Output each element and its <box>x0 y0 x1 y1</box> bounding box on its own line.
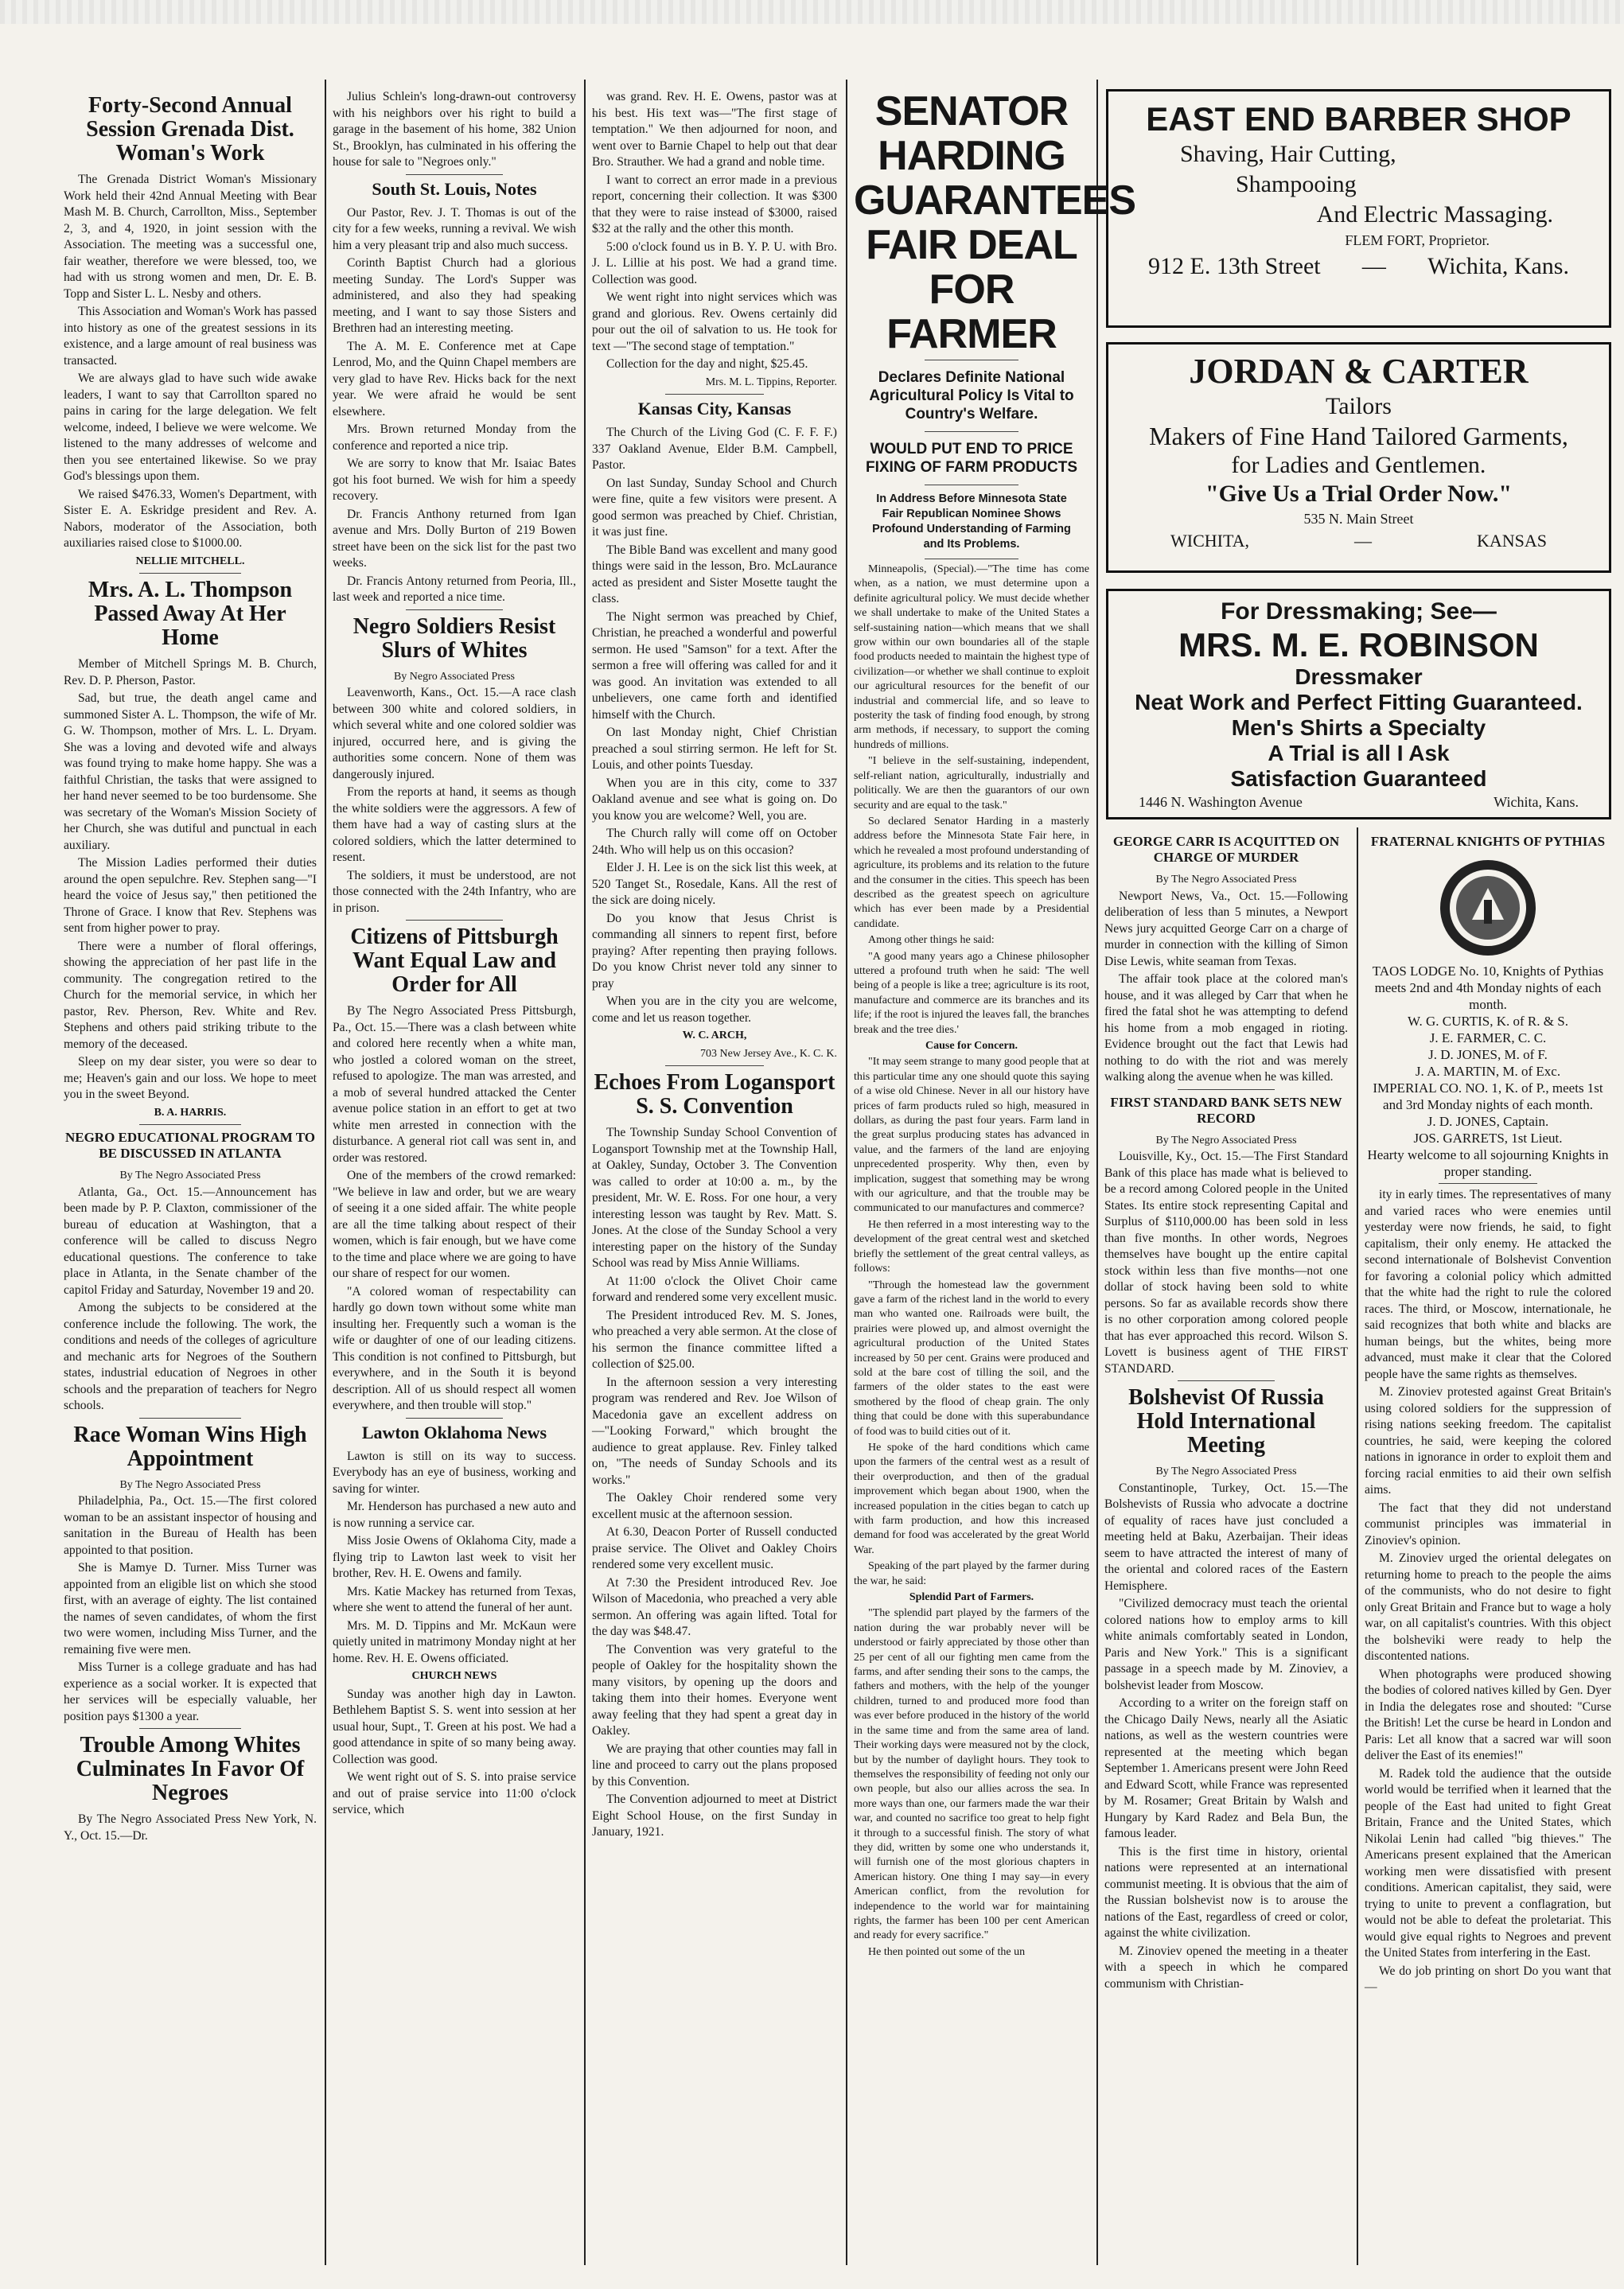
ad-city: WICHITA, <box>1170 531 1250 551</box>
ad-city: Wichita, Kans. <box>1427 253 1569 279</box>
paragraph: The soldiers, it must be understood, are not those connected with the 24th Infantry, who are in prison. <box>333 868 576 915</box>
paragraph: Our Pastor, Rev. J. T. Thomas is out of the city for a few weeks, running a revival. We wish him a very pleasant trip and also much success. <box>333 205 576 252</box>
deck: Declares Definite National Agricultural Policy Is Vital to Country's Welfare. <box>869 369 1074 422</box>
column-4 <box>854 88 1136 2265</box>
paragraph: Elder J. H. Lee is on the sick list this week, at 520 Tanget St., Rosedale, Kans. All the rest of the sick are doing nicely. <box>592 861 837 907</box>
ad-line: Makers of Fine Hand Tailored Garments, <box>1149 422 1568 450</box>
subheading: Splendid Part of Farmers. <box>909 1591 1034 1604</box>
address: 703 New Jersey Ave., K. C. K. <box>700 1047 837 1060</box>
deck: WOULD PUT END TO PRICE FIXING OF FARM PRODUCTS <box>866 441 1077 476</box>
paragraph: I want to correct an error made in a previous report, concerning their collection. It was $300 that they were to raise instead of $3000, raised $32 at the rally and the other this month. <box>592 173 837 236</box>
barber-shop-ad <box>1106 89 1611 328</box>
paragraph: From the reports at hand, it seems as though the white soldiers were the aggressors. A few of them have had a way of casting slurs at the colored soldiers, which the latter determined to resent. <box>333 785 576 864</box>
paragraph: So declared Senator Harding in a masterly address before the Minnesota State Fair here, in which he revealed a most profound understanding of agriculture, its problems and its relation to the future and the consumer in the cities. This speech has been described as the greatest speech on agriculture which has ever been made by a Presidential candidate. <box>854 815 1089 930</box>
paragraph: "It may seem strange to many good people that at this particular time any one should quote this saying of a wise old Chinese. Never in all our history have prices of farm products ruled so high, measured in dollars, as during the past four years. Farm land in the great surplus producing states has advanced in value, and the farmers of the land are enjoying unprecedented prosperity. Why then, even by implication, suggest that something may be wrong with our agriculture, and that the trouble may be communicated to our manufactures and commerce? <box>854 1056 1089 1215</box>
column-1 <box>64 89 317 2265</box>
paragraph: This is the first time in history, oriental nations were represented at an international communist meeting. It is obvious that the aim of the Russian bolshevist now is to arouse the nations of the East, regardless of creed or color, against the white civilization. <box>1104 1844 1348 1940</box>
ad-line: Men's Shirts a Specialty <box>1231 715 1486 740</box>
lodge-text: Hearty welcome to all sojourning Knights in proper standing. <box>1367 1147 1609 1179</box>
column-6 <box>1365 829 1611 2265</box>
paragraph: We are always glad to have such wide awake leaders, I want to say that Carrollton spared no pains in caring for the large delegation. We felt welcome, indeed, I believe we were welcome. We listened to the many addresses of welcome and then you see entertained likewise. So we pray God's blessings upon them. <box>64 372 317 483</box>
paragraph: Lawton is still on its way to success. Everybody has an eye of business, working and saving for winter. <box>333 1449 576 1496</box>
subheading: Cause for Concern. <box>925 1040 1018 1052</box>
lodge-officer: J. D. JONES, M. of F. <box>1428 1047 1548 1062</box>
paragraph: We are sorry to know that Mr. Isaiac Bates got his foot burned. We wish for him a speedy recovery. <box>333 457 576 503</box>
paragraph: We do job printing on short Do you want that— <box>1365 1964 1611 1994</box>
headline: Mrs. A. L. Thompson Passed Away At Her Home <box>88 578 293 650</box>
paragraph: The Grenada District Woman's Missionary Work held their 42nd Annual Meeting with Bear Mash M. B. Church, Carrollton, Miss., September 2, 3, and 4, 1920, in joint session with the Association. The meeting was a successful one, fair weather, therefore we were blessed, too, we had with us strong women and men, Dr. E. B. Topp and Sister L. L. Nesby and others. <box>64 173 317 301</box>
paragraph: Mrs. Katie Mackey has returned from Texas, where she went to attend the funeral of her aunt. <box>333 1584 576 1614</box>
paragraph: He spoke of the hard conditions which came upon the farmers of the central west as a result of their overproduction, and then of the gradual improvement which began about 1900, when the increased population in the cities began to catch up with farm production, and how this increased demand for food was accelerated by the great World War. <box>854 1441 1089 1556</box>
paragraph: Sad, but true, the death angel came and summoned Sister A. L. Thompson, the wife of Mr. G. W. Thompson, mother of Mrs. L. L. Dryam. She was a loving and devoted wife and always was found trying to make home happy. She was a faithful Christian, the tasks that were assigned to her hand never seemed to be too burdensome. She was secretary of the Woman's Mission Society of her Church, she was dutiful and punctual in each auxiliary. <box>64 691 317 852</box>
paragraph: According to a writer on the foreign staff on the Chicago Daily News, nearly all the Asiatic nations, as well as the western countries were represented at the meeting which began September 1. Americans present were John Reed and Edward Scott, while France was represented by M. Rosamer; Great Britain by Walsh and Hungary by Kard Radez and Bela Bun, the famous leader. <box>1104 1696 1348 1840</box>
paragraph: 5:00 o'clock found us in B. Y. P. U. with Bro. J. L. Lillie at his post. We had a grand time. Collection was good. <box>592 239 837 286</box>
paragraph: Miss Josie Owens of Oklahoma City, made a flying trip to Lawton last week to visit her brother, Rev. H. E. Owens and family. <box>333 1534 576 1580</box>
column-2 <box>333 89 576 2265</box>
paragraph: At 11:00 o'clock the Olivet Choir came forward and rendered some very excellent music. <box>592 1274 837 1304</box>
ad-title: EAST END BARBER SHOP <box>1146 100 1571 138</box>
paragraph: Among the subjects to be considered at the conference include the following. The work, the conditions and needs of the colleges of agriculture and mechanic arts for Negroes of the Southern states, industrial education of Negroes in other schools and the preparation of teachers for Negro schools. <box>64 1301 317 1412</box>
paragraph: Sleep on my dear sister, you were so dear to me; Heaven's gain and our loss. We hope to meet you in the sweet Beyond. <box>64 1055 317 1101</box>
headline: Citizens of Pittsburgh Want Equal Law and Order for All <box>350 925 559 997</box>
paragraph: When you are in this city, come to 337 Oakland avenue and see what is going on. Do you know you are welcome? Well, you are. <box>592 776 837 823</box>
paragraph: Mr. Henderson has purchased a new auto and is now running a service car. <box>333 1500 576 1530</box>
paragraph: "A colored woman of respectability can hardly go down town without some white man insulting her. Frequently such a woman is the wife or daughter of one of our leading citizens. This condition is not confined to Pittsburgh, but everywhere, and in the South it is beyond description. All of us should respect all women everywhere, and then trouble will stop." <box>333 1284 576 1412</box>
column-rule <box>1357 827 1358 2265</box>
separator <box>406 174 503 175</box>
headline: Race Woman Wins High Appointment <box>73 1422 307 1471</box>
paragraph: Among other things he said: <box>868 934 995 947</box>
paragraph: On last Sunday, Sunday School and Church were fine, quite a few visitors were present. A good sermon was preached by Chief. Christian, it was just fine. <box>592 476 837 539</box>
paragraph: When you are in the city you are welcome, come and let us reason together. <box>592 995 837 1025</box>
signature: B. A. HARRIS. <box>154 1106 227 1119</box>
separator <box>139 573 240 574</box>
lodge-text: TAOS LODGE No. 10, Knights of Pythias meets 2nd and 4th Monday nights of each month. <box>1372 963 1604 1012</box>
separator <box>1439 1183 1537 1184</box>
ad-line: A Trial is all I Ask <box>1268 741 1450 765</box>
ad-address: 535 N. Main Street <box>1303 511 1414 527</box>
paragraph: Philadelphia, Pa., Oct. 15.—The first colored woman to be an assistant inspector of housing and sanitation in the Bureau of Health has been appointed to that position. <box>64 1494 317 1557</box>
paragraph: Miss Turner is a college graduate and has had experience as a social worker. It is expected that her services will be especially valuable, her position pays $1300 a year. <box>64 1660 317 1723</box>
separator <box>139 1418 240 1419</box>
paragraph: She is Mamye D. Turner. Miss Turner was appointed from an eligible list on which she stood first, with an average of eighty. The list contained the names of seven candidates, of whom the first two were women, including Miss Turner, and the remaining five were men. <box>64 1561 317 1656</box>
separator <box>1178 1089 1275 1090</box>
paragraph: The Mission Ladies performed their duties around the open sepulchre. Rev. Stephen sang—"I heard the voice of Jesus say," then petitioned the Throne of Grace. I know that Rev. Stephens was sent from higher power to pray. <box>64 856 317 935</box>
dateline: By Negro Associated Press <box>393 670 516 683</box>
paragraph: When photographs were produced showing the bodies of colored natives killed by Gen. Dyer in India the delegates rose and shouted: "Curse the British! Let the curse be heard in London and Paris: Let all know that a sacred war will soon deliver the East of its enemies!" <box>1365 1667 1611 1762</box>
paragraph: Louisville, Ky., Oct. 15.—The First Standard Bank of this place has made what is believed to be a record among Colored people in the United States. Its entire stock representing Capital and Surplus of $110,000.00 has been sold in less than five months. In other words, Negroes themselves have bought up the entire capital stock within less than five months—not one dollar of stock having been sold to white persons. So far as available records show there is no other corporation among colored people that has ever approached this record. Wilson S. Lovett is business agent of THE FIRST STANDARD. <box>1104 1150 1348 1376</box>
lodge-officer: J. E. FARMER, C. C. <box>1429 1030 1547 1045</box>
headline: FIRST STANDARD BANK SETS NEW RECORD <box>1110 1094 1342 1126</box>
paragraph: By The Negro Associated Press New York, N. Y., Oct. 15.—Dr. <box>64 1812 317 1843</box>
dateline: By The Negro Associated Press <box>1155 874 1297 886</box>
ad-proprietor: FLEM FORT, Proprietor. <box>1345 232 1490 248</box>
paragraph: Corinth Baptist Church had a glorious meeting Sunday. The Lord's Supper was administered, and also they had speaking meeting, and I want to say those Sisters and Brethren had an interesting meeting. <box>333 256 576 335</box>
paragraph: Atlanta, Ga., Oct. 15.—Announcement has been made by P. P. Claxton, commissioner of the bureau of education at Washington, that a conference will be called to discuss Negro educational questions. The conference to take place in Atlanta, in the Senate chamber of the capitol Friday and Saturday, November 19 and 20. <box>64 1185 317 1297</box>
paragraph: was grand. Rev. H. E. Owens, pastor was at his best. His text was—"The first stage of temptation." We then adjourned for noon, and went over to Barnie Chapel to help out that dear Bro. Strauther. We had a grand and noble time. <box>592 90 837 169</box>
paragraph: Do you know that Jesus Christ is commanding all sinners to repent first, before praying? After repenting then praying follows. Do you know Christ never told any sinner to pray <box>592 911 837 991</box>
paragraph: At 6.30, Deacon Porter of Russell conducted praise service. The Olivet and Oakley Choirs rendered some very excellent music. <box>592 1525 837 1571</box>
column-rule <box>325 80 326 2265</box>
ad-dash: — <box>1354 531 1372 551</box>
headline: Lawton Oklahoma News <box>361 1422 547 1442</box>
lodge-text: IMPERIAL CO. NO. 1, K. of P., meets 1st and 3rd Monday nights of each month. <box>1373 1080 1603 1112</box>
column-rule <box>1096 80 1098 2265</box>
ad-line: Satisfaction Guaranteed <box>1230 766 1487 791</box>
headline: Bolshevist Of Russia Hold International Meeting <box>1128 1385 1324 1458</box>
paragraph: "Through the homestead law the government gave a farm of the richest land in the world to every man who wanted one. Railroads were built, the prairies were plowed up, and almost overnight the agricultural production of the United States increased by 50 per cent. Grains were produced and sold at the bare cost of tilling the soil, and the farmers of the older states to the east were smothered by the flood of cheap grain. The only thing that could be done with this superabundance of food was to build cities out of it. <box>854 1279 1089 1438</box>
lodge-headline: FRATERNAL KNIGHTS OF PYTHIAS <box>1370 834 1606 849</box>
ad-line: And Electric Massaging. <box>1316 201 1553 228</box>
paragraph: By The Negro Associated Press Pittsburgh, Pa., Oct. 15.—There was a clash between white and colored here recently when a white man, who jostled a colored woman on the street, refused to apologize. The man was arrested, and a mob of several hundred attacked the Center avenue police station in an effort to get at two white men arrested in connection with the disturbance. A general riot call was sent in, and order was restored. <box>333 1004 576 1165</box>
headline: GEORGE CARR IS ACQUITTED ON CHARGE OF MURDER <box>1112 834 1340 865</box>
paragraph: M. Radek told the audience that the outside world would be terrified when it learned that the people of the East had united to fight Great Britain, France and the United States, which Nikolai Lenin had called "big thieves." The Americans present explained that the American working men were dissatisfied with present conditions. American capitalist, they said, were trying to unite to prevent a conflagration, but would not be able to defeat the proletariat. This would give equal rights to Negroes and prevent the United States from interfering in the East. <box>1365 1766 1611 1960</box>
separator <box>1178 1380 1275 1381</box>
paragraph: The Convention was very grateful to the people of Oakley for the hospitality shown the many visitors, by opening up the doors and taking them into their homes. Everyone went away feeling that they had spent a great day in Oakley. <box>592 1642 837 1738</box>
lodge-officer: JOS. GARRETS, 1st Lieut. <box>1413 1131 1563 1146</box>
paragraph: The A. M. E. Conference met at Cape Lenrod, Mo, and the Quinn Chapel members are very glad to have Rev. Hicks back for the next year. We were afraid he would be sent elsewhere. <box>333 339 576 418</box>
paragraph: One of the members of the crowd remarked: "We believe in law and order, but we are weary of seeing it a one sided affair. The white people are all the time talking about respect of their women, which is fair enough, but we have come to the time and place where we are going to have our share of respect for our women. <box>333 1169 576 1280</box>
headline: Kansas City, Kansas <box>637 399 792 418</box>
ad-slogan: "Give Us a Trial Order Now." <box>1205 481 1512 507</box>
headline: South St. Louis, Notes <box>372 178 537 199</box>
paragraph: M. Zinoviev protested against Great Britain's using colored soldiers for the suppression of rising nations seeking freedom. The capitalist countries, he said, were keeping the colored nations in ignorance in order to exploit them and forcing racial enmities to aid their own selfish aims. <box>1365 1385 1611 1497</box>
separator <box>406 1418 503 1419</box>
separator <box>665 394 763 395</box>
paragraph: He then pointed out some of the un <box>868 1945 1026 1958</box>
paragraph: Dr. Francis Antony returned from Peoria, Ill., last week and reported a nice time. <box>333 574 576 604</box>
ad-line: Tailors <box>1326 393 1392 419</box>
separator <box>406 609 503 610</box>
paragraph: We are praying that other counties may fall in line and proceed to carry out the plans proposed by this Convention. <box>592 1742 837 1789</box>
deck: In Address Before Minnesota State Fair Republican Nominee Shows Profound Understanding of Farming and Its Problems. <box>872 492 1071 551</box>
ad-address: 912 E. 13th Street <box>1148 253 1321 279</box>
headline: NEGRO EDUCATIONAL PROGRAM TO BE DISCUSSED IN ATLANTA <box>64 1130 316 1161</box>
paragraph: ity in early times. The representatives of many and varied races who were enemies until yesterday were now friends, he said, to fight capitalism, their only enemy. He attacked the second internationale of Bolshevist Convention for favoring a colonial policy which admitted that the white had the right to rule the colored races. The third, or Moscow, internationale, he said recognizes that both white and blacks are human beings, but the whites, being more advanced, must make it clear that the Colored people have the same rights as themselves. <box>1365 1188 1611 1381</box>
separator <box>665 1065 763 1066</box>
ad-line: Dressmaker <box>1295 664 1423 689</box>
dressmaker-ad <box>1106 589 1611 819</box>
paragraph: We went right into night services which was grand and glorious. Rev. Owens certainly did pour out the oil of salvation to us. He took for text —"The second stage of temptation." <box>592 290 837 353</box>
paragraph: The Bible Band was excellent and many good things were said in the lesson, Bro. McLaurance acted as president and Sister Mosette taught the class. <box>592 543 837 605</box>
column-5 <box>1104 829 1348 2265</box>
ad-title: JORDAN & CARTER <box>1189 352 1529 391</box>
separator <box>139 1124 240 1125</box>
ad-line: Shampooing <box>1236 171 1357 197</box>
headline: Forty-Second Annual Session Grenada Dist. Woman's Work <box>86 93 294 165</box>
signature: W. C. ARCH, <box>682 1030 747 1041</box>
headline: Echoes From Logansport S. S. Convention <box>594 1070 835 1119</box>
headline: Negro Soldiers Resist Slurs of Whites <box>352 613 556 663</box>
dateline: By The Negro Associated Press <box>1155 1134 1297 1146</box>
paragraph: M. Zinoviev urged the oriental delegates on returning home to preach to the people the aims of the communists, who do not desire to fight only Great Britain and France but to wage a holy war, on all capitalist's countries. With this object the bolsheviki were ready to help the discontented nations. <box>1365 1551 1611 1663</box>
headline: Trouble Among Whites Culminates In Favor Of Negroes <box>76 1733 305 1805</box>
ad-address: 1446 N. Washington Avenue <box>1139 794 1303 810</box>
dateline: By The Negro Associated Press <box>1155 1466 1297 1477</box>
ad-city: Wichita, Kans. <box>1494 794 1579 810</box>
paragraph: The Church of the Living God (C. F. F. F.) 337 Oakland Avenue, Elder B.M. Campbell, Pastor. <box>592 426 837 472</box>
ad-state: KANSAS <box>1476 531 1547 551</box>
paragraph: Julius Schlein's long-drawn-out controversy with his neighbors over his right to build a garage in the basement of his home, 382 Union St., Brooklyn, has culminated in his offering the house for sale to "Negroes only." <box>333 90 576 169</box>
ad-line: for Ladies and Gentlemen. <box>1231 452 1486 478</box>
ad-line: For Dressmaking; See— <box>1221 598 1497 625</box>
paragraph: Minneapolis, (Special).—"The time has come when, as a nation, we must determine upon a definite agricultural policy. We must decide whether we shall undertake to make of the United States a self-sustaining nation—which means that we shall grow within our own boundaries all of the staple food products needed to maintain the highest type of civilization—or whether we shall continue to exploit our agricultural resources for the benefit of our industrial and commercial life, and so leave to posterity the task of finding food enough, by strong arm methods, if necessary, to support the coming hundreds of millions. <box>854 563 1089 751</box>
lodge-officer: J. A. MARTIN, M. of Exc. <box>1415 1064 1561 1079</box>
paragraph: He then referred in a most interesting way to the development of the great central west and sketched briefly the settlement of the great central valleys, as follows: <box>854 1218 1089 1275</box>
dateline: By The Negro Associated Press <box>119 1170 261 1181</box>
paragraph: Constantinople, Turkey, Oct. 15.—The Bolshevists of Russia who advocate a doctrine of equality of races have just concluded a meeting held at Baku, Azerbaijan. Their ideas seem to have attracted the interest of many of the oriental and colored races of the Eastern Hemisphere. <box>1104 1481 1348 1593</box>
separator <box>139 1728 240 1729</box>
paragraph: The affair took place at the colored man's house, and it was alleged by Carr that when he fired the fatal shot he was attempting to defend his home from a mob engaged in rioting. Evidence brought out the fact that Lewis had nothing to do with the riot and was merely walking along the avenue when he was killed. <box>1104 972 1348 1084</box>
paragraph: M. Zinoviev opened the meeting in a theater with a speech in which he compared communism with Christian- <box>1104 1944 1348 1991</box>
ad-line: Shaving, Hair Cutting, <box>1180 141 1396 167</box>
paragraph: On last Monday night, Chief Christian preached a soul stirring sermon. He left for St. Louis, and other points Tuesday. <box>592 726 837 772</box>
paragraph: This Association and Woman's Work has passed into history as one of the greatest sessions in its existence, and a large amount of real business was transacted. <box>64 305 317 368</box>
paragraph: Speaking of the part played by the farmer during the war, he said: <box>854 1560 1089 1587</box>
paragraph: The President introduced Rev. M. S. Jones, who preached a very able sermon. At the close of his sermon the finance committee lifted a collection of $25.00. <box>592 1308 837 1371</box>
paragraph: Sunday was another high day in Lawton. Bethlehem Baptist S. S. went into session at her usual hour, Supt., T. Green at his post. We had a good attendance in spite of so many being away. Collection was good. <box>333 1687 576 1766</box>
separator <box>406 920 503 921</box>
ad-dash: — <box>1361 253 1386 279</box>
paragraph: "The splendid part played by the farmers of the nation during the war probably never will be understood or fairly appreciated by those other than 25 per cent of all our fighting men came from the farms, and after sending their sons to the camps, the fathers and mothers, with the help of the younger children, turned to and produced more food than was ever before produced in the history of the world in the same time and from the same area of land. Their working days were measured not by the clock, but by the number of daylight hours. They took to themselves the responsibility of feeding not only our own people, but also our allies across the sea. In more ways than one, our farmers made the war their war, and counted no sacrifice too great to help fight it through to a successful finish. The story of what they did, written by some one who understands it, will furnish one of the most glorious chapters in American history. One thing I may say—in every American conflict, from the revolution for independence to the world war for maintaining rights, the farmer has been 100 per cent American and ready for every sacrifice." <box>854 1607 1089 1942</box>
lodge-officer: W. G. CURTIS, K. of R. & S. <box>1408 1014 1568 1029</box>
ad-line: Neat Work and Perfect Fitting Guaranteed. <box>1135 690 1583 714</box>
paragraph: At 7:30 the President introduced Rev. Joe Wilson of Macedonia, who preached a very able sermon. An offering was again lifted. Total for the day was $48.47. <box>592 1575 837 1638</box>
column-rule <box>584 80 586 2265</box>
column-rule <box>846 80 847 2265</box>
dateline: By The Negro Associated Press <box>119 1478 261 1491</box>
paragraph: "A good many years ago a Chinese philosopher uttered a profound truth when he said: 'The well being of a people is like a tree; agriculture is its root, manufacture and commerce are its branches and its life; if the root is injured the leaves fall, the branches break and the tree dies.' <box>854 950 1089 1036</box>
paragraph: The Oakley Choir rendered some very excellent music at the afternoon session. <box>592 1491 837 1521</box>
page-top-edge <box>0 0 1624 24</box>
ad-title: MRS. M. E. ROBINSON <box>1178 626 1539 664</box>
paragraph: Newport News, Va., Oct. 15.—Following deliberation of less than 5 minutes, a Newport News jury acquitted George Carr on a charge of murder in connection with the killing of Simon Dise Lewis, white seaman from Texas. <box>1104 889 1348 968</box>
paragraph: We went right out of S. S. into praise service and out of praise service into 11:00 o'clock service, which <box>333 1770 576 1816</box>
paragraph: In the afternoon session a very interesting program was rendered and Rev. Joe Wilson of Macedonia gave an excellent address on—"Looking Forward," which brought the audience to great applause. Rev. Finley talked on, "The needs of Sunday Schools and its works." <box>592 1375 837 1487</box>
tailors-ad <box>1106 342 1611 573</box>
lodge-officer: J. D. JONES, Captain. <box>1427 1114 1549 1129</box>
paragraph: Member of Mitchell Springs M. B. Church, Rev. D. P. Pherson, Pastor. <box>64 657 317 687</box>
knights-emblem-icon <box>1436 856 1540 960</box>
separator <box>925 431 1018 432</box>
paragraph: Leavenworth, Kans., Oct. 15.—A race clash between 300 white and colored soldiers, in which several white and one colored soldier was injured, occurred here, and is giving the authorities some concern. None of them was dangerously injured. <box>333 686 576 781</box>
paragraph: We raised $476.33, Women's Department, with Sister E. A. Eskridge president and Rev. A. Nabors, moderator of the Association, both auxiliaries raised close to $1000.00. <box>64 487 317 550</box>
column-3 <box>592 89 837 2265</box>
paragraph: The Convention adjourned to meet at District Eight School House, on the first Sunday in January, 1921. <box>592 1793 837 1839</box>
paragraph: The Church rally will come off on October 24th. Who will help us on this occasion? <box>592 827 837 857</box>
signature: NELLIE MITCHELL. <box>135 555 245 567</box>
paragraph: Mrs. M. D. Tippins and Mr. McKaun were quietly united in matrimony Monday night at her home. Rev. H. E. Owens officiated. <box>333 1618 576 1665</box>
paragraph: The Night sermon was preached by Chief, Christian, he preached a wonderful and powerful sermon. He used "Samson" for a text. After the sermon a free will offering was called for and it was good. An invitation was extended to all unbelievers, one came forth and identified himself with the Church. <box>592 609 837 722</box>
paragraph: The fact that they did not understand communist principles was immaterial in Zinoviev's opinion. <box>1365 1501 1611 1547</box>
paragraph: "Civilized democracy must teach the oriental colored nations how to employ arms to kill white animals comfortably seated in London, Paris and New York." This is a significant passage in a speech made by M. Zinoviev, a bolshevist leader from Moscow. <box>1104 1597 1348 1692</box>
paragraph: "I believe in the self-sustaining, independent, self-reliant nation, agriculturally, industrially and politically. We are then the guarantors of our own security and are equal to the task." <box>854 755 1089 812</box>
paragraph: There were a number of floral offerings, showing the appreciation of her past life in the community. The congregation retired to the Church for the memorial service, in which her pastor, Rev. Pherson, Rev. White and Rev. Stephens and others paid striking tribute to the memory of the deceased. <box>64 939 317 1051</box>
subheading: CHURCH NEWS <box>411 1670 497 1682</box>
paragraph: The Township Sunday School Convention of Logansport Township met at the Township Hall, at Oakley, Sunday, October 3. The Convention was called to order at 10:00 a. m., by the president, Mr. W. E. Ross. For one hour, a very interesting lesson was taught by Rev. Matt. S. Jones. At the close of the Sunday School a very interesting paper on the history of the Sunday School was read by Miss Annie Williams. <box>592 1126 837 1270</box>
paragraph: Mrs. Brown returned Monday from the conference and reported a nice trip. <box>333 422 576 453</box>
paragraph: Dr. Francis Anthony returned from Igan avenue and Mrs. Dolly Burton of 219 Bowen street have been on the sick list for the past two weeks. <box>333 507 576 570</box>
banner-headline: SENATOR HARDING GUARANTEES FAIR DEAL FOR FARMER <box>854 88 1136 357</box>
paragraph: Collection for the day and night, $25.45. <box>606 357 808 371</box>
signature: Mrs. M. L. Tippins, Reporter. <box>705 376 837 388</box>
